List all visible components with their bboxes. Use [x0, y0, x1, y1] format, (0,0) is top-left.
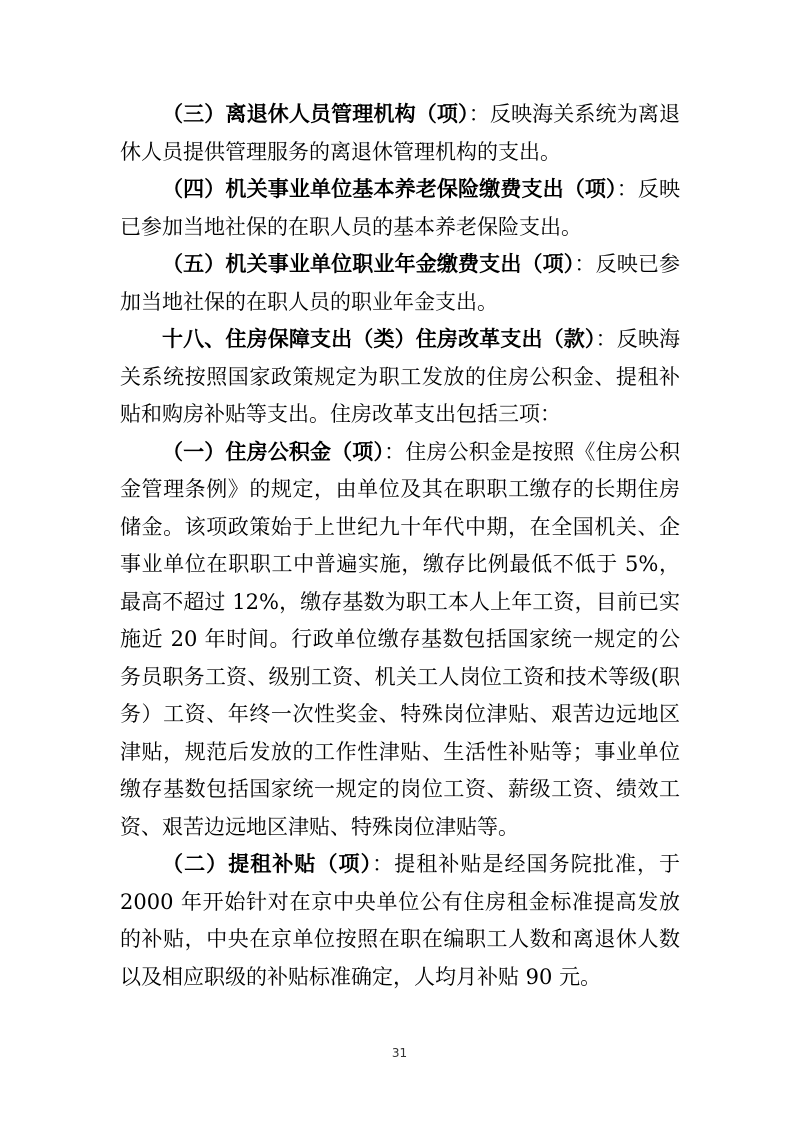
paragraph-heading: （四）机关事业单位基本养老保险缴费支出（项） [162, 177, 617, 201]
paragraph-text: ：反映海关系统按照国家政策规定为职工发放的住房公积金、提租补贴和购房补贴等支出。住房改革支出包括三项： [120, 327, 680, 426]
paragraph-heading: （三）离退休人员管理机构（项） [162, 102, 469, 126]
paragraph-housing-security [120, 321, 680, 434]
paragraph-housing-fund [120, 434, 680, 847]
paragraph-heading: （一）住房公积金（项） [162, 439, 385, 464]
document-body [120, 96, 680, 996]
paragraph-occupational-annuity [120, 246, 680, 321]
page-number: 31 [391, 1046, 408, 1060]
paragraph-heading: （五）机关事业单位职业年金缴费支出（项） [162, 252, 575, 276]
paragraph-text: ：反映已参加当地社保的在职人员的职业年金支出。 [120, 252, 681, 314]
paragraph-text: ：反映已参加当地社保的在职人员的基本养老保险支出。 [120, 177, 681, 239]
paragraph-text: ：住房公积金是按照《住房公积金管理条例》的规定，由单位及其在职职工缴存的长期住房储金。该项政策始于上世纪九十年代中期，在全国机关、企事业单位在职职工中普遍实施，缴存比例最低不低于 5%，最高不超过 12%，缴存基数为职工本人上年工资，目前已实施近 20 年时间。行政单位缴存基数包括国家统一规定的公务员职务工资、级别工资、机关工人岗位工资和技术等级(职务）工资、年终一次性奖金、特殊岗位津贴、艰苦边远地区津贴，规范后发放的工作性津贴、生活性补贴等；事业单位缴存基数包括国家统一规定的岗位工资、薪级工资、绩效工资、艰苦边远地区津贴、特殊岗位津贴等。 [120, 439, 681, 839]
paragraph-retiree-management [120, 96, 680, 171]
paragraph-text: ：反映海关系统为离退休人员提供管理服务的离退休管理机构的支出。 [120, 102, 680, 164]
paragraph-basic-pension [120, 171, 680, 246]
paragraph-heading: 十八、住房保障支出（类）住房改革支出（款） [162, 327, 596, 351]
paragraph-heading: （二）提租补贴（项） [162, 852, 373, 876]
paragraph-rent-subsidy [120, 846, 680, 996]
paragraph-text: ：提租补贴是经国务院批准，于 2000 年开始针对在京中央单位公有住房租金标准提高发放的补贴，中央在京单位按照在职在编职工人数和离退休人数以及相应职级的补贴标准确定，人均月补贴 90 元。 [120, 852, 681, 989]
